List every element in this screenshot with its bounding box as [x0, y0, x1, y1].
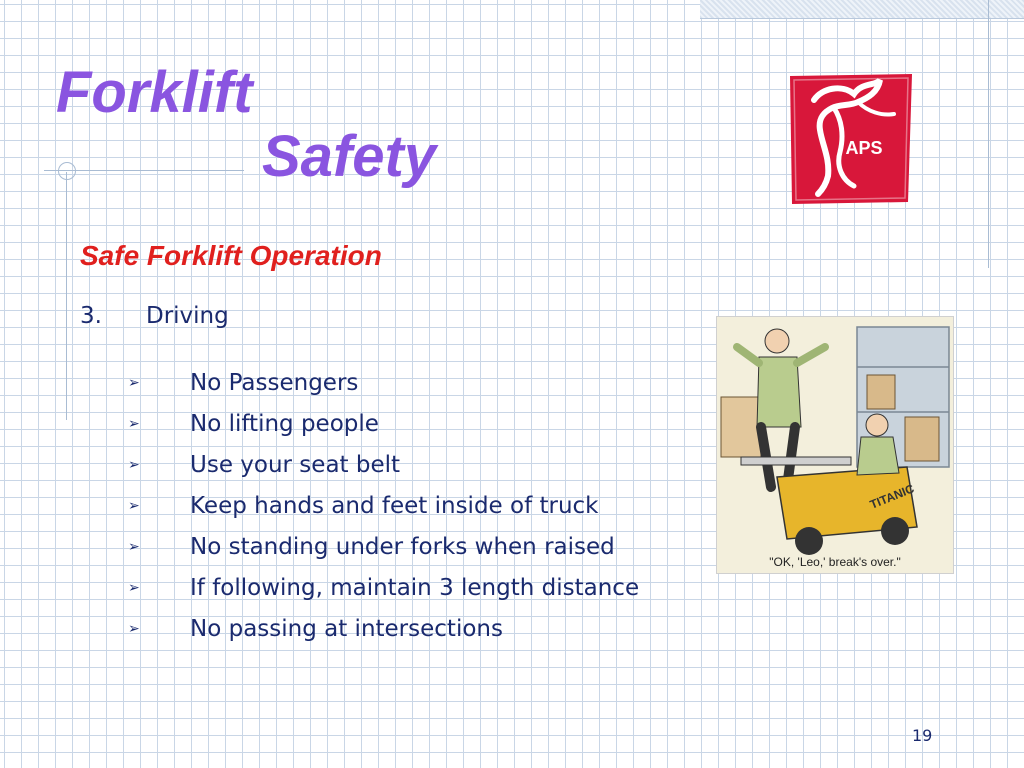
arrow-bullet-icon: ➢: [128, 620, 140, 637]
forklift-cartoon-image: [716, 316, 954, 574]
slide-title-line-1: Forklift: [56, 60, 253, 125]
bullet-text: No Passengers: [190, 369, 359, 396]
item-number: 3.: [80, 303, 102, 329]
cartoon-caption: "OK, 'Leo,' break's over.": [769, 555, 901, 569]
arrow-bullet-icon: ➢: [128, 374, 140, 391]
aps-logo-icon: [784, 72, 916, 206]
list-item: [128, 485, 639, 526]
arrow-bullet-icon: ➢: [128, 497, 140, 514]
decoration-circle-icon: [58, 162, 76, 180]
bullet-text: No lifting people: [190, 410, 379, 437]
header-decoration-stripe: [700, 0, 1024, 19]
left-decoration-line: [66, 172, 67, 420]
bullet-text: No passing at intersections: [190, 615, 503, 642]
bullet-text: No standing under forks when raised: [190, 533, 615, 560]
bullet-text: Keep hands and feet inside of truck: [190, 492, 599, 519]
list-item: [128, 403, 639, 444]
list-item: [128, 444, 639, 485]
bullet-list: [128, 362, 639, 649]
right-decoration-line: [988, 0, 989, 268]
arrow-bullet-icon: ➢: [128, 415, 140, 432]
list-item: [128, 567, 639, 608]
page-number: 19: [912, 726, 933, 745]
slide-title-line-2: Safety: [262, 124, 437, 189]
arrow-bullet-icon: ➢: [128, 538, 140, 555]
list-item: [128, 362, 639, 403]
arrow-bullet-icon: ➢: [128, 456, 140, 473]
item-label: Driving: [146, 303, 229, 329]
bullet-text: If following, maintain 3 length distance: [190, 574, 640, 601]
list-item: [128, 526, 639, 567]
logo-label: APS: [845, 138, 883, 158]
list-item: [128, 608, 639, 649]
arrow-bullet-icon: ➢: [128, 579, 140, 596]
section-subtitle: Safe Forklift Operation: [80, 240, 382, 271]
forklift-sign: TITANIC: [867, 481, 917, 512]
bullet-text: Use your seat belt: [190, 451, 401, 478]
